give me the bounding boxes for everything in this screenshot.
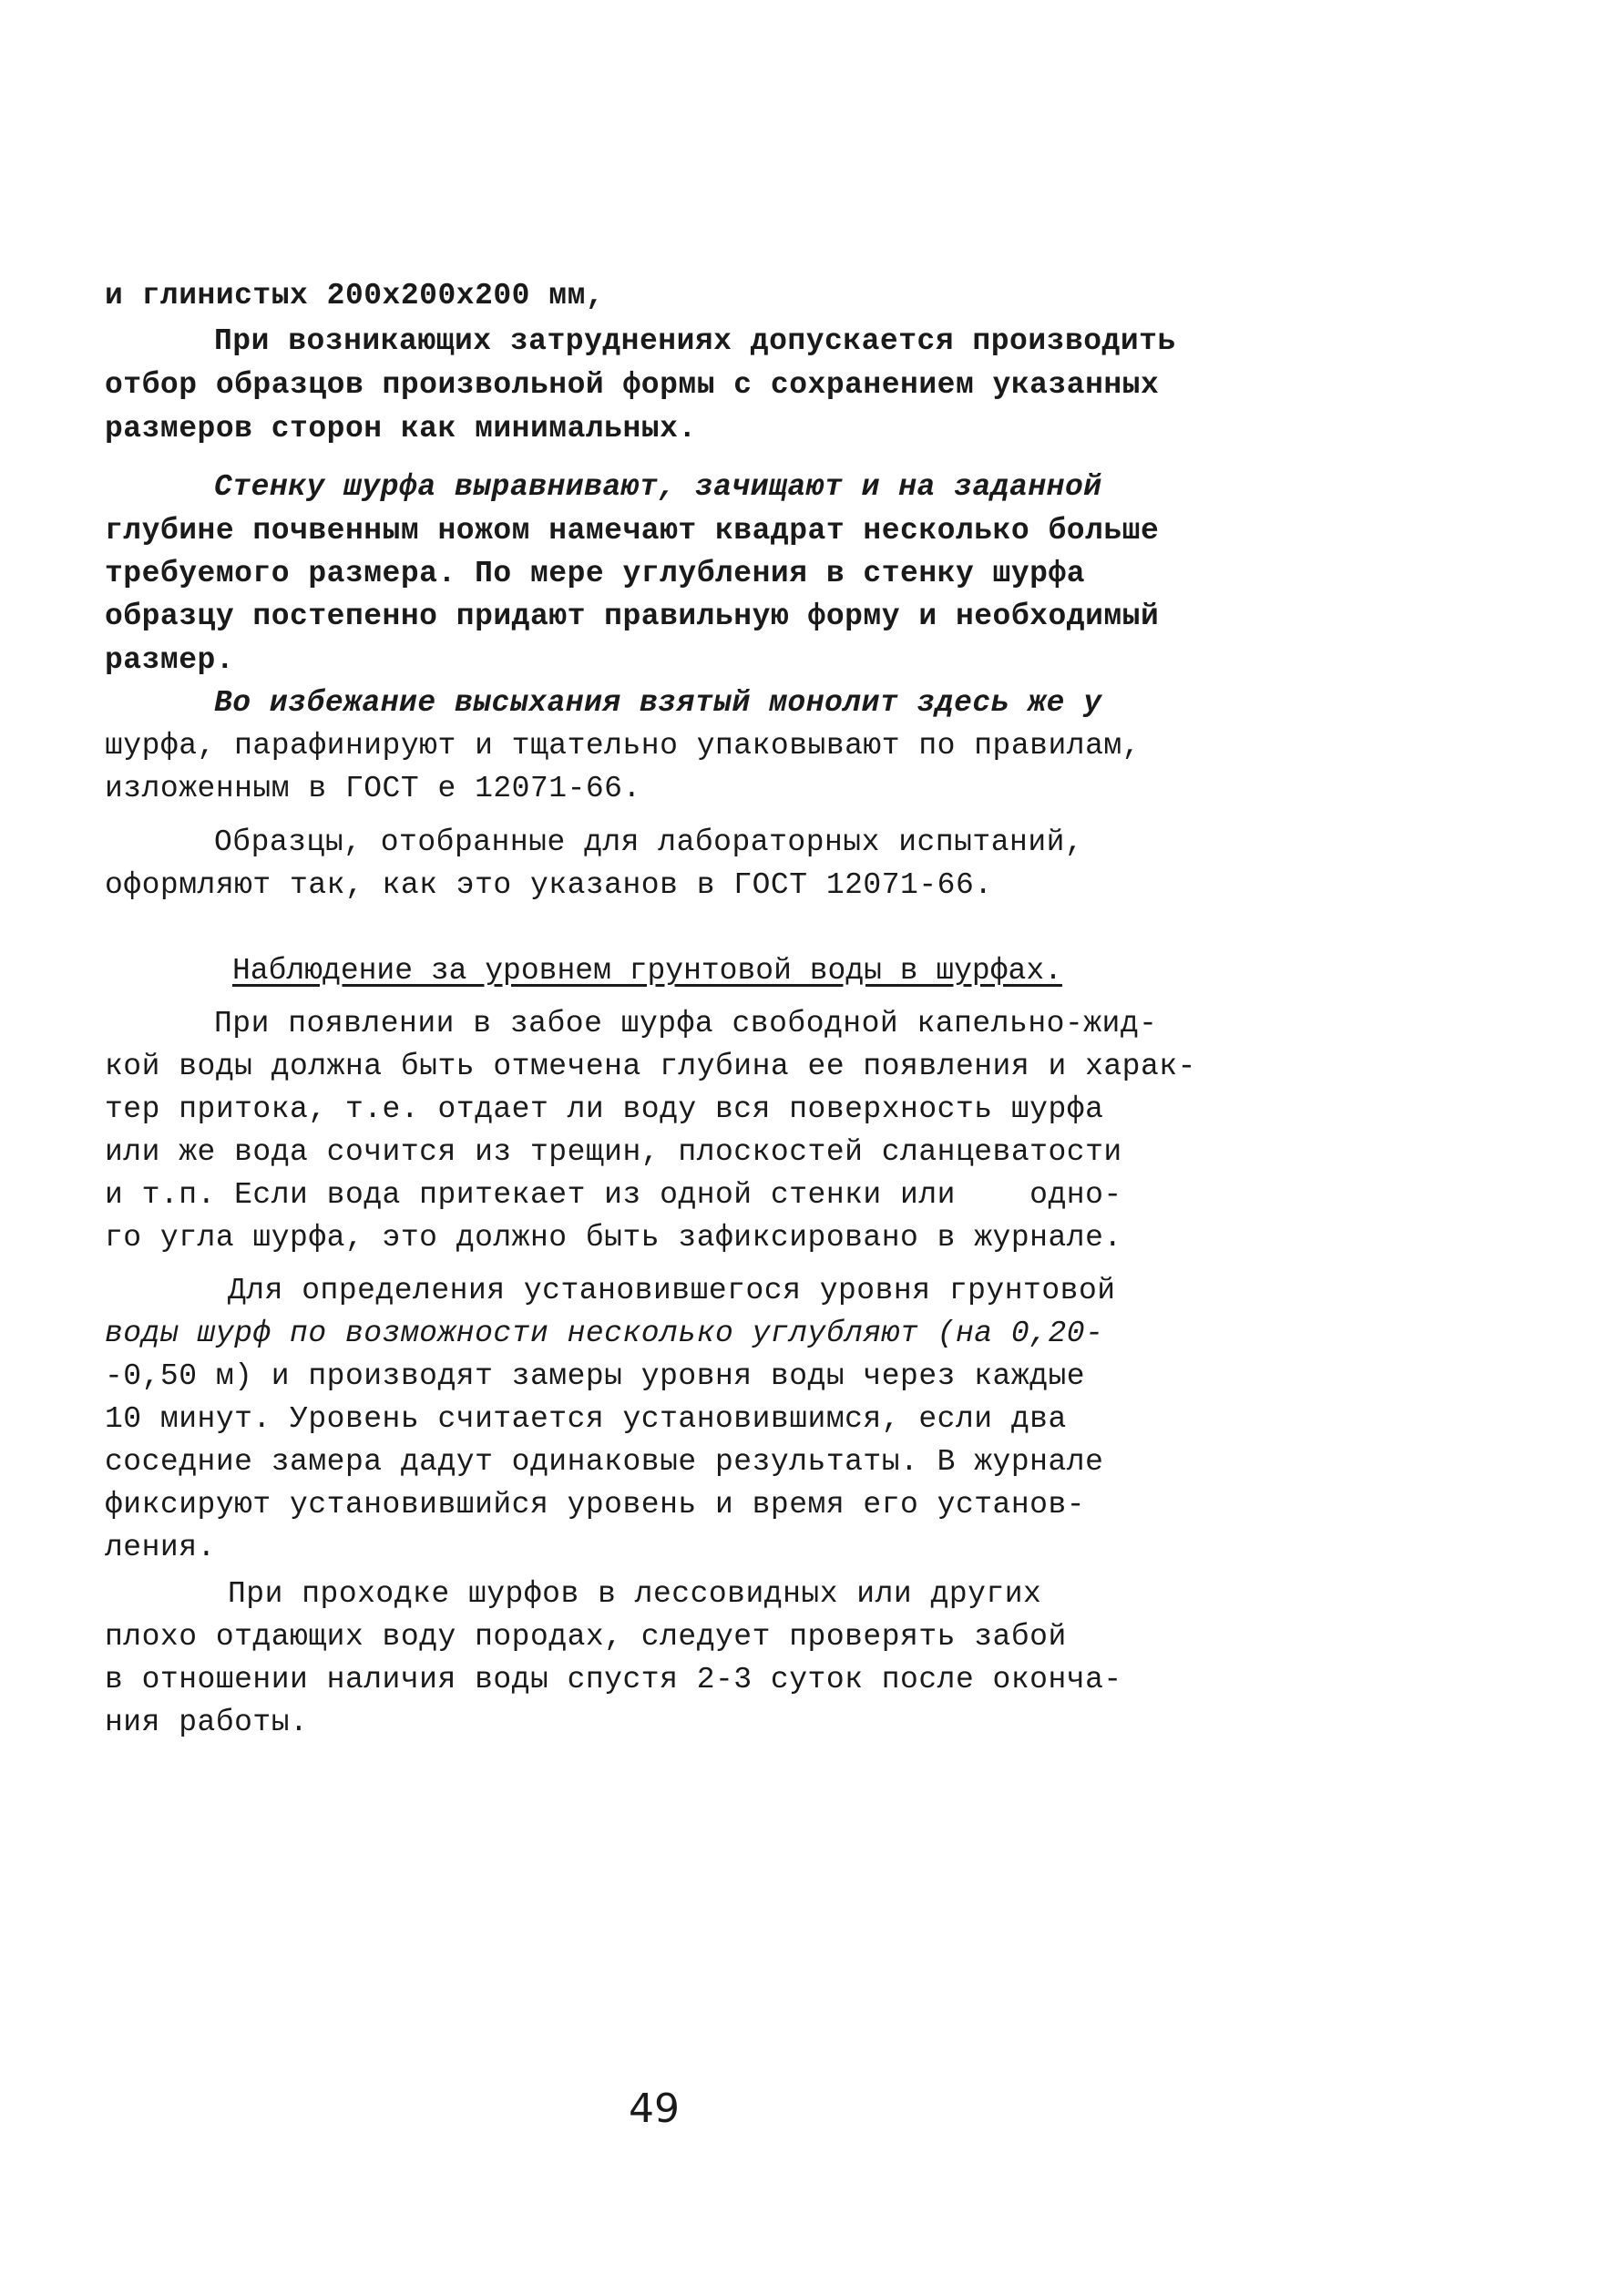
text-line: и т.п. Если вода притекает из одной стенки или одно- (105, 1178, 1122, 1212)
text-line: При возникающих затруднениях допускается производить (214, 324, 1176, 358)
text-line: го угла шурфа, это должно быть зафиксировано в журнале. (105, 1221, 1122, 1255)
text-line: соседние замера дадут одинаковые результаты. В журнале (105, 1445, 1104, 1479)
text-line: отбор образцов произвольной формы с сохранением указанных (105, 368, 1160, 402)
text-line: фиксируют установившийся уровень и время его установ- (105, 1488, 1086, 1522)
text-line: размеров сторон как минимальных. (105, 412, 697, 446)
text-line: При проходке шурфов в лессовидных или других (228, 1577, 1042, 1611)
text-line: 10 минут. Уровень считается установившимся, если два (105, 1402, 1067, 1436)
text-line: или же вода сочится из трещин, плоскостей сланцеватости (105, 1135, 1122, 1169)
text-line: тер притока, т.е. отдает ли воду вся поверхность шурфа (105, 1092, 1104, 1126)
text-line: шурфа, парафинируют и тщательно упаковывают по правилам, (105, 729, 1141, 763)
text-line: изложенным в ГОСТ е 12071-66. (105, 772, 641, 805)
text-line: Образцы, отобранные для лабораторных испытаний, (214, 825, 1084, 859)
text-line: требуемого размера. По мере углубления в стенку шурфа (105, 557, 1086, 590)
text-line: Стенку шурфа выравнивают, зачищают и на заданной (214, 470, 1102, 504)
text-line: ния работы. (105, 1706, 309, 1739)
text-line: в отношении наличия воды спустя 2-3 суток после оконча- (105, 1663, 1122, 1696)
text-line: ления. (105, 1531, 216, 1564)
text-line: При появлении в забое шурфа свободной капельно-жид- (214, 1007, 1158, 1040)
text-line: плохо отдающих воду породах, следует проверять забой (105, 1620, 1067, 1654)
text-line: размер. (105, 643, 235, 677)
section-heading: Наблюдение за уровнем грунтовой воды в шурфах. (232, 954, 1062, 988)
text-line: Для определения установившегося уровня грунтовой (228, 1274, 1116, 1307)
text-line: кой воды должна быть отмечена глубина ее появления и харак- (105, 1050, 1196, 1083)
text-line: глубине почвенным ножом намечают квадрат несколько больше (105, 514, 1160, 548)
text-line: воды шурф по возможности несколько углубляют (на 0,20- (105, 1317, 1104, 1350)
page-number: 49 (629, 2086, 680, 2132)
text-line: оформляют так, как это указанов в ГОСТ 12071-66. (105, 868, 993, 902)
text-line: -0,50 м) и производят замеры уровня воды через каждые (105, 1359, 1086, 1393)
text-line: и глинистых 200х200х200 мм, (105, 279, 605, 313)
text-line: Во избежание высыхания взятый монолит здесь же у (214, 686, 1102, 720)
text-line: образцу постепенно придают правильную форму и необходимый (105, 600, 1160, 633)
